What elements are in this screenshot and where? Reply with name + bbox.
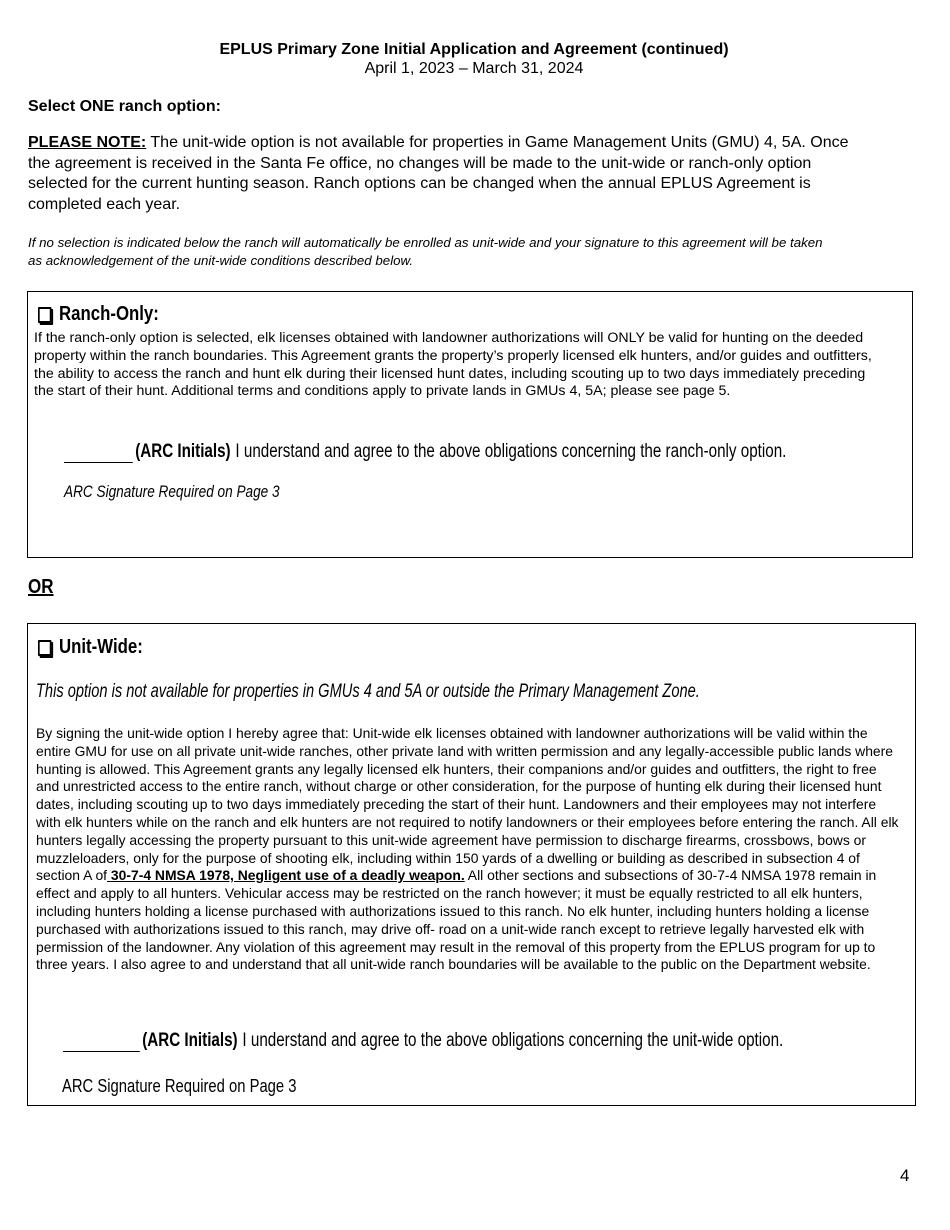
document-header <box>0 40 948 78</box>
unit-wide-initials-line <box>63 1030 783 1052</box>
unit-wide-availability-note: This option is not available for properties in GMUs 4 and 5A or outside the Primary Management Zone. <box>36 681 700 702</box>
unit-wide-initials-label: (ARC Initials) <box>142 1030 238 1051</box>
ranch-only-initials-label: (ARC Initials) <box>135 441 231 462</box>
unit-wide-section <box>27 623 916 1106</box>
ranch-only-initials-field[interactable] <box>64 444 133 463</box>
unit-wide-signature-note: ARC Signature Required on Page 3 <box>62 1075 297 1096</box>
agreement-dates: April 1, 2023 – March 31, 2024 <box>364 60 584 77</box>
ranch-only-body: If the ranch-only option is selected, elk licenses obtained with landowner authorizations will ONLY be valid for hunting on the deeded property within the ranch boundaries. This Agreement grants the property’s properly licensed elk hunters, and/or guides and outfitters, the ability to access the ranch and hunt elk during their licensed hunt dates, including scouting up to two days immediately preceding the start of their hunt. Additional terms and conditions apply to private lands in GMUs 4, 5A; please see page 5. <box>34 330 872 400</box>
ranch-only-initials-text: I understand and agree to the above obligations concerning the ranch-only option. <box>235 441 787 462</box>
ranch-only-checkbox[interactable] <box>38 307 51 323</box>
unit-wide-initials-text: I understand and agree to the above obligations concerning the unit-wide option. <box>242 1030 784 1051</box>
please-note-text: The unit-wide option is not available for properties in Game Management Units (GMU) 4, 5A. Once the agreement is received in the Santa Fe office, no changes will be made to the unit-wide or ranch-only option selected for the current hunting season. Ranch options can be changed when the annual EPLUS Agreement is completed each year. <box>28 134 849 213</box>
ranch-only-signature-note: ARC Signature Required on Page 3 <box>64 482 280 501</box>
please-note-paragraph <box>28 133 858 215</box>
auto-enroll-note: If no selection is indicated below the ranch will automatically be enrolled as unit-wide and your signature to this agreement will be taken as acknowledgement of the unit-wide conditions described below. <box>28 235 823 268</box>
unit-wide-checkbox[interactable] <box>38 640 51 656</box>
statute-reference: 30-7-4 NMSA 1978, Negligent use of a deadly weapon. <box>107 867 465 884</box>
ranch-only-initials-line <box>64 441 786 463</box>
page-number: 4 <box>900 1166 910 1185</box>
document-title: EPLUS Primary Zone Initial Application and Agreement (continued) <box>219 41 729 58</box>
please-note-label: PLEASE NOTE: <box>28 134 147 151</box>
ranch-only-option[interactable] <box>38 303 159 326</box>
ranch-only-title: Ranch-Only: <box>59 303 159 325</box>
select-ranch-option-heading: Select ONE ranch option: <box>28 98 221 115</box>
unit-wide-option[interactable] <box>38 636 143 659</box>
or-separator: OR <box>28 576 54 598</box>
ranch-only-section <box>27 291 913 558</box>
unit-wide-initials-field[interactable] <box>63 1033 140 1052</box>
unit-wide-body-part2: All other sections and subsections of 30-7-4 NMSA 1978 remain in effect and apply to all hunters. Vehicular access may be restricted on the ranch however; it must be equally restricted to all elk hunters, including hunters holding a license purchased with authorizations issued to this ranch. No elk hunter, including hunters holding a license purchased with authorizations issued to this ranch, may drive off- road on a unit-wide ranch except to retrieve legally harvested elk with permission of the landowner. Any violation of this agreement may result in the removal of this property from the EPLUS program for up to three years. I also agree to and understand that all unit-wide ranch boundaries will be available to the public on the Department website. <box>36 867 877 973</box>
unit-wide-body-part1: By signing the unit-wide option I hereby agree that: Unit-wide elk licenses obtained with landowner authorizations will be valid within the entire GMU for use on all private unit-wide ranches, other private land with written permission and any legally-accessible public lands where hunting is allowed. This Agreement grants any legally licensed elk hunters, their companions and/or guides and outfitters, the right to free and unrestricted access to the entire ranch, without charge or other consideration, for the purpose of hunting elk during their licensed hunt dates, including scouting up to two days immediately preceding the start of their hunt. Landowners and their employees may not interfere with elk hunters while on the ranch and elk hunters are not required to notify landowners or their employees before entering the ranch. All elk hunters legally accessing the property pursuant to this unit-wide agreement have permission to discharge firearms, crossbows, bows or muzzleloaders, only for the purpose of shooting elk, including within 150 yards of a dwelling or building as described in subsection 4 of section A of <box>36 725 899 884</box>
unit-wide-title: Unit-Wide: <box>59 636 143 658</box>
unit-wide-body <box>36 725 902 974</box>
